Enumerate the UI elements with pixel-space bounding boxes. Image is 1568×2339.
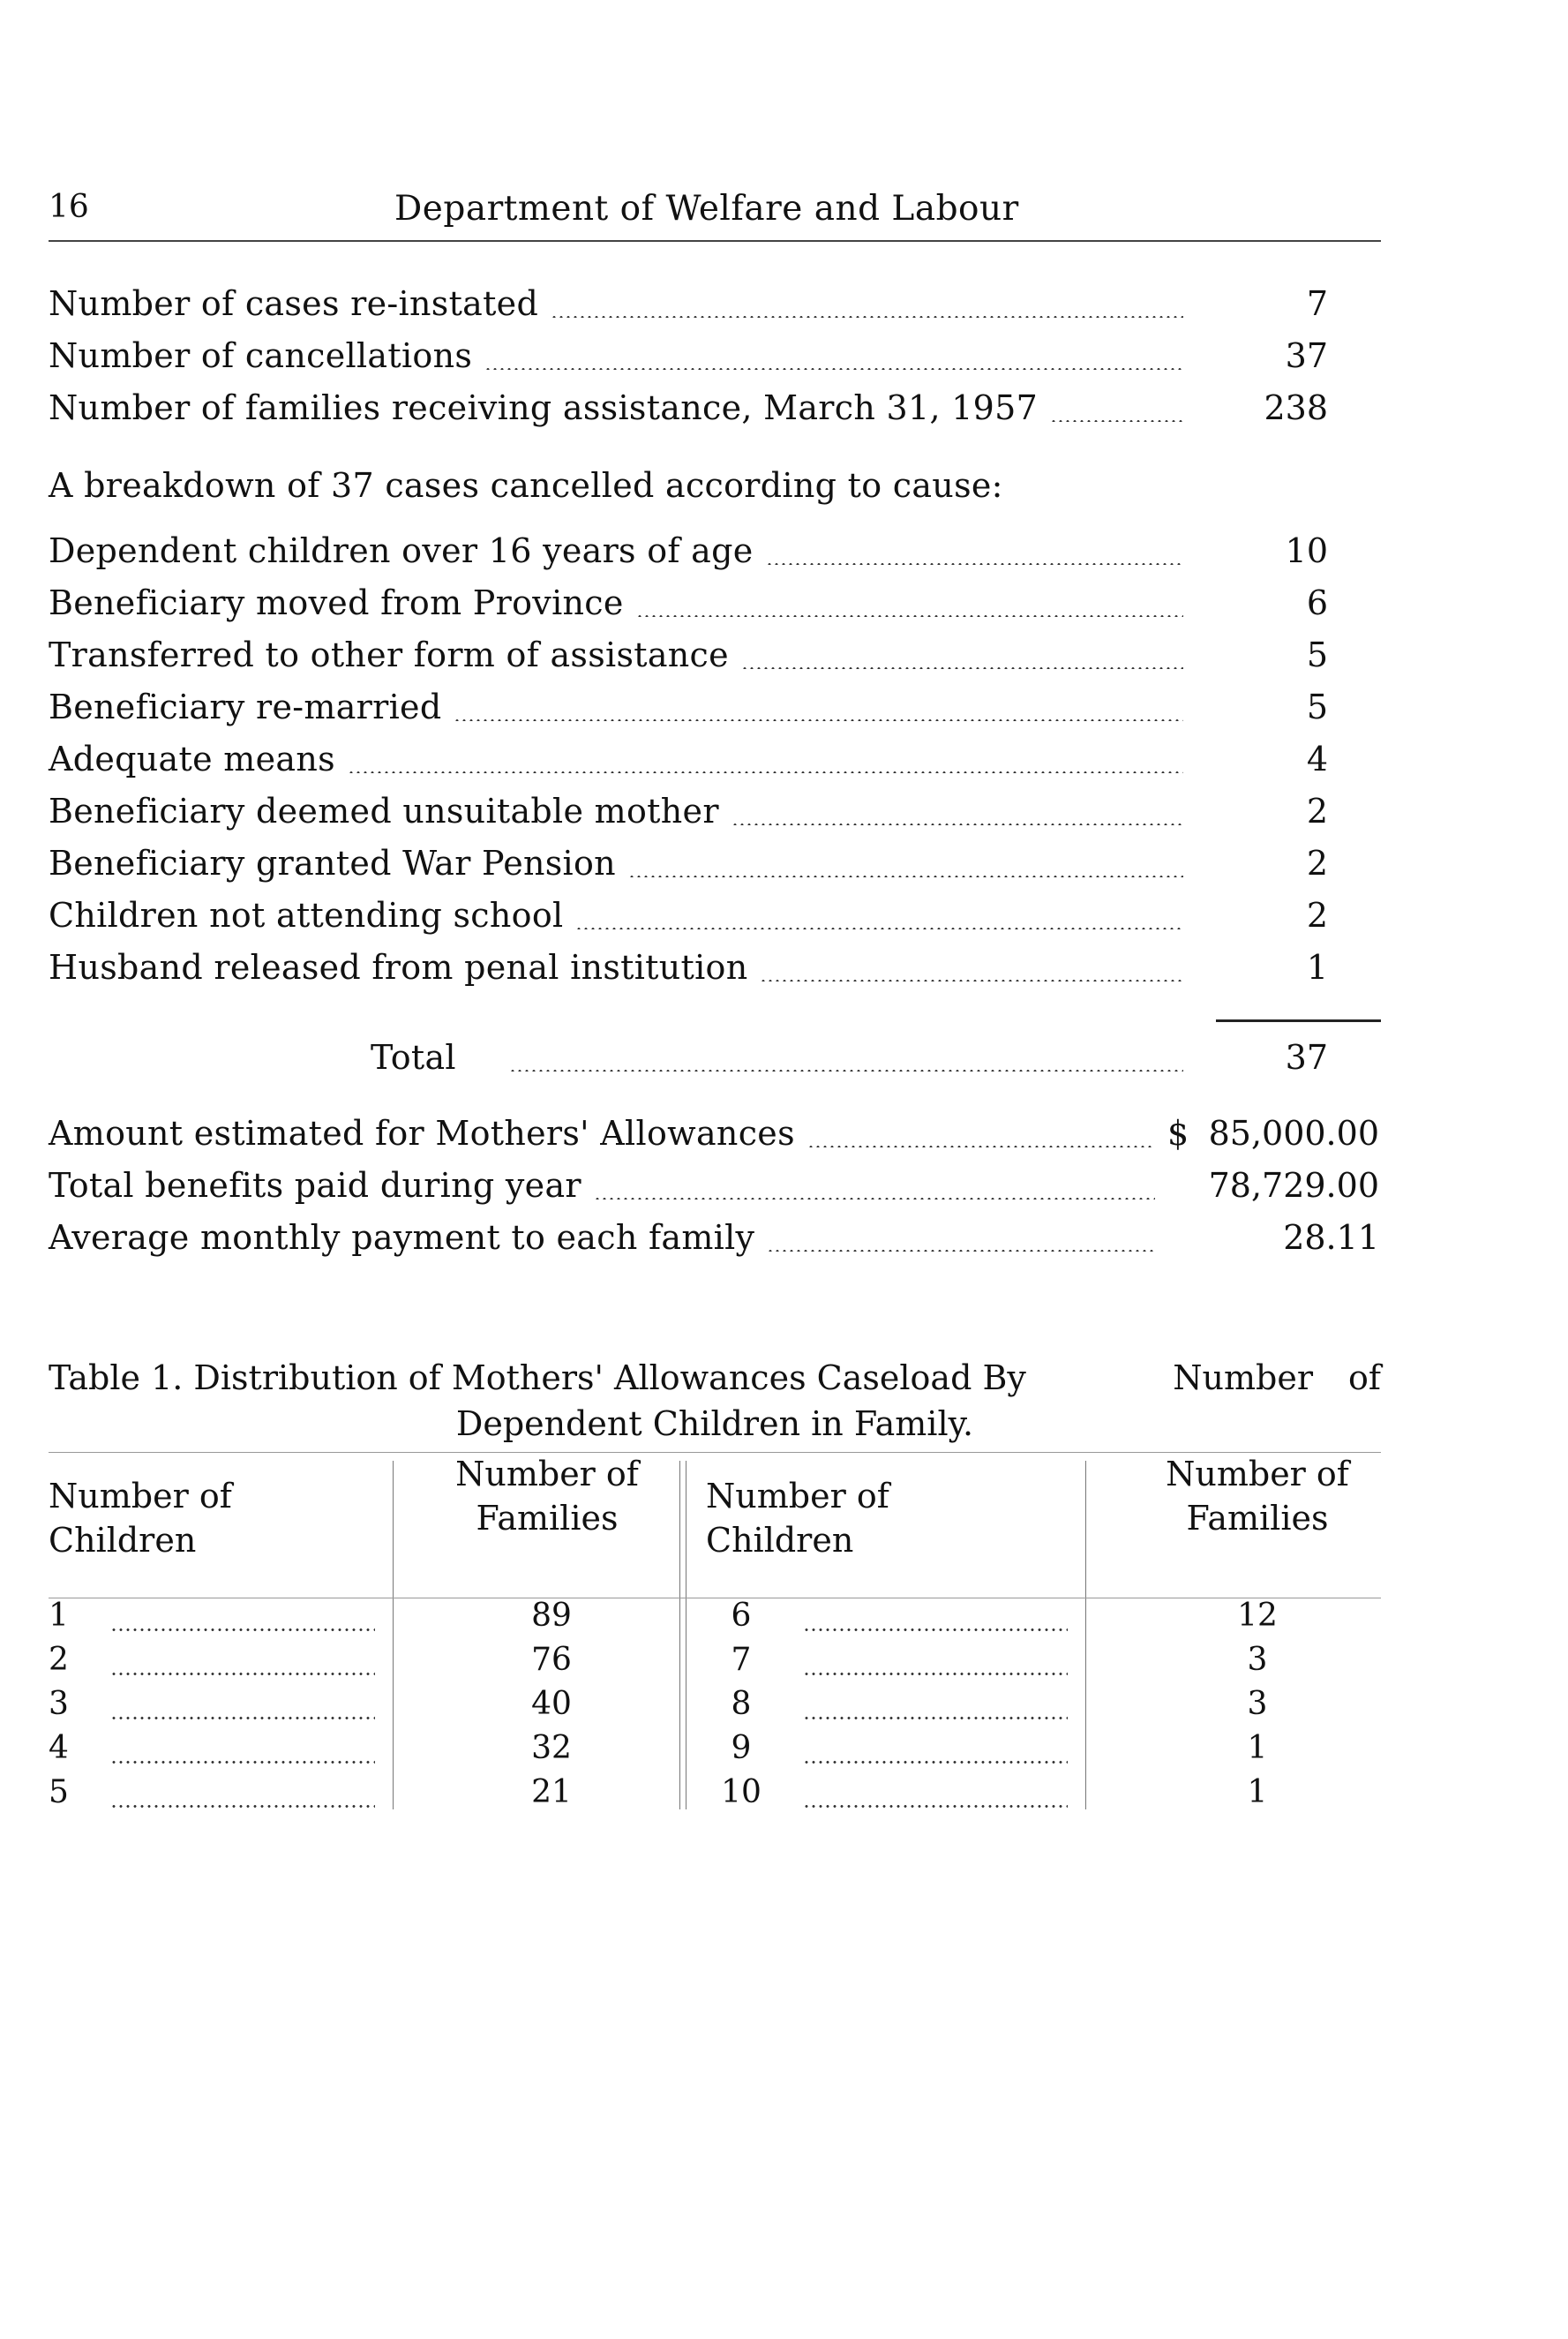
breakdown-label: Husband released from penal institution — [49, 948, 748, 987]
breakdown-row — [49, 896, 1328, 940]
children-cell: 9 — [731, 1730, 752, 1766]
leader-dots — [509, 1070, 1183, 1072]
financial-row — [49, 1218, 1379, 1262]
leader-dots — [110, 1717, 375, 1719]
leader-dots — [575, 928, 1183, 929]
breakdown-row — [49, 844, 1328, 888]
financial-label: Total benefits paid during year — [49, 1166, 581, 1205]
breakdown-label: Beneficiary re-married — [49, 688, 442, 726]
summary-value: 37 — [1285, 336, 1328, 375]
families-cell: 3 — [1247, 1686, 1268, 1722]
leader-dots — [454, 719, 1183, 721]
breakdown-label: Beneficiary deemed unsuitable mother — [49, 792, 719, 831]
page-number: 16 — [49, 189, 89, 225]
financial-row — [49, 1114, 1379, 1158]
header-families-left: Number of Families — [455, 1455, 639, 1538]
summary-label: Number of cases re-instated — [49, 284, 539, 323]
children-cell: 1 — [49, 1598, 69, 1634]
financial-value: 78,729.00 — [1208, 1166, 1379, 1205]
header-children-left: Number of Children — [49, 1477, 232, 1560]
caption-text: Number — [1173, 1358, 1314, 1397]
leader-dots — [803, 1761, 1068, 1764]
leader-dots — [484, 368, 1183, 370]
children-cell: 6 — [731, 1598, 752, 1634]
financial-label: Amount estimated for Mothers' Allowances — [49, 1114, 795, 1153]
families-cell: 40 — [531, 1686, 572, 1722]
header-rule — [49, 240, 1381, 242]
summary-label: Number of families receiving assistance, March 31, 1957 — [49, 388, 1039, 427]
children-cell: 10 — [721, 1774, 761, 1810]
header-children-right: Number of Children — [706, 1477, 889, 1560]
table-caption — [49, 1355, 1381, 1447]
breakdown-value: 6 — [1306, 583, 1328, 622]
total-rule — [1216, 1019, 1381, 1022]
breakdown-label: Adequate means — [49, 740, 335, 778]
children-cell: 7 — [731, 1642, 752, 1678]
breakdown-row — [49, 583, 1328, 628]
families-cell: 76 — [531, 1642, 572, 1678]
leader-dots — [636, 615, 1183, 617]
breakdown-value: 1 — [1306, 948, 1328, 987]
breakdown-value: 5 — [1306, 688, 1328, 726]
breakdown-value: 4 — [1306, 740, 1328, 778]
leader-dots — [348, 771, 1183, 773]
breakdown-row — [49, 740, 1328, 784]
financial-row — [49, 1166, 1379, 1210]
leader-dots — [803, 1673, 1068, 1675]
children-cell: 5 — [49, 1774, 69, 1810]
children-cell: 3 — [49, 1686, 69, 1722]
leader-dots — [766, 563, 1183, 565]
breakdown-label: Dependent children over 16 years of age — [49, 531, 754, 570]
breakdown-label: Beneficiary granted War Pension — [49, 844, 616, 883]
breakdown-value: 2 — [1306, 844, 1328, 883]
summary-row — [49, 388, 1328, 432]
caption-text: Table 1. Distribution of Mothers' Allowances Caseload By — [49, 1358, 1026, 1397]
page-header — [49, 185, 1381, 238]
financial-value: 85,000.00 — [1208, 1114, 1379, 1153]
caption-text: Dependent Children in Family. — [455, 1404, 974, 1443]
leader-dots — [594, 1198, 1155, 1200]
breakdown-value: 5 — [1306, 636, 1328, 674]
summary-value: 7 — [1306, 284, 1328, 323]
summary-row — [49, 336, 1328, 380]
running-title: Department of Welfare and Labour — [394, 189, 1019, 229]
breakdown-label: Transferred to other form of assistance — [49, 636, 729, 674]
caption-text: of — [1348, 1358, 1381, 1397]
total-value: 37 — [1285, 1038, 1328, 1077]
families-cell: 3 — [1247, 1642, 1268, 1678]
leader-dots — [760, 980, 1183, 981]
column-divider — [679, 1461, 680, 1809]
summary-row — [49, 284, 1328, 328]
families-cell: 1 — [1247, 1730, 1268, 1766]
leader-dots — [741, 667, 1183, 669]
financial-value: 28.11 — [1283, 1218, 1379, 1257]
breakdown-value: 2 — [1306, 896, 1328, 935]
leader-dots — [803, 1805, 1068, 1808]
total-label: Total — [371, 1038, 456, 1077]
breakdown-row — [49, 531, 1328, 575]
families-cell: 89 — [531, 1598, 572, 1634]
breakdown-row — [49, 636, 1328, 680]
breakdown-intro: A breakdown of 37 cases cancelled according to cause: — [49, 466, 1003, 505]
breakdown-row — [49, 948, 1328, 992]
families-cell: 32 — [531, 1730, 572, 1766]
leader-dots — [551, 316, 1183, 318]
leader-dots — [628, 876, 1183, 877]
header-families-right: Number of Families — [1166, 1455, 1349, 1538]
leader-dots — [110, 1673, 375, 1675]
currency-symbol: $ — [1167, 1114, 1189, 1153]
leader-dots — [807, 1146, 1155, 1147]
leader-dots — [731, 824, 1183, 825]
breakdown-value: 10 — [1285, 531, 1328, 570]
children-cell: 2 — [49, 1642, 69, 1678]
summary-label: Number of cancellations — [49, 336, 473, 375]
breakdown-row — [49, 792, 1328, 836]
families-cell: 21 — [531, 1774, 572, 1810]
breakdown-value: 2 — [1306, 792, 1328, 831]
leader-dots — [110, 1628, 375, 1631]
children-cell: 4 — [49, 1730, 69, 1766]
leader-dots — [110, 1761, 375, 1764]
leader-dots — [1050, 420, 1183, 422]
financial-label: Average monthly payment to each family — [49, 1218, 755, 1257]
leader-dots — [803, 1717, 1068, 1719]
breakdown-row — [49, 688, 1328, 732]
column-divider — [393, 1461, 394, 1809]
summary-value: 238 — [1264, 388, 1328, 427]
leader-dots — [767, 1250, 1155, 1252]
breakdown-label: Beneficiary moved from Province — [49, 583, 624, 622]
families-cell: 12 — [1237, 1598, 1278, 1634]
children-cell: 8 — [731, 1686, 752, 1722]
leader-dots — [803, 1628, 1068, 1631]
breakdown-label: Children not attending school — [49, 896, 564, 935]
total-row — [371, 1038, 1328, 1082]
column-divider — [1085, 1461, 1086, 1809]
families-cell: 1 — [1247, 1774, 1268, 1810]
leader-dots — [110, 1805, 375, 1808]
